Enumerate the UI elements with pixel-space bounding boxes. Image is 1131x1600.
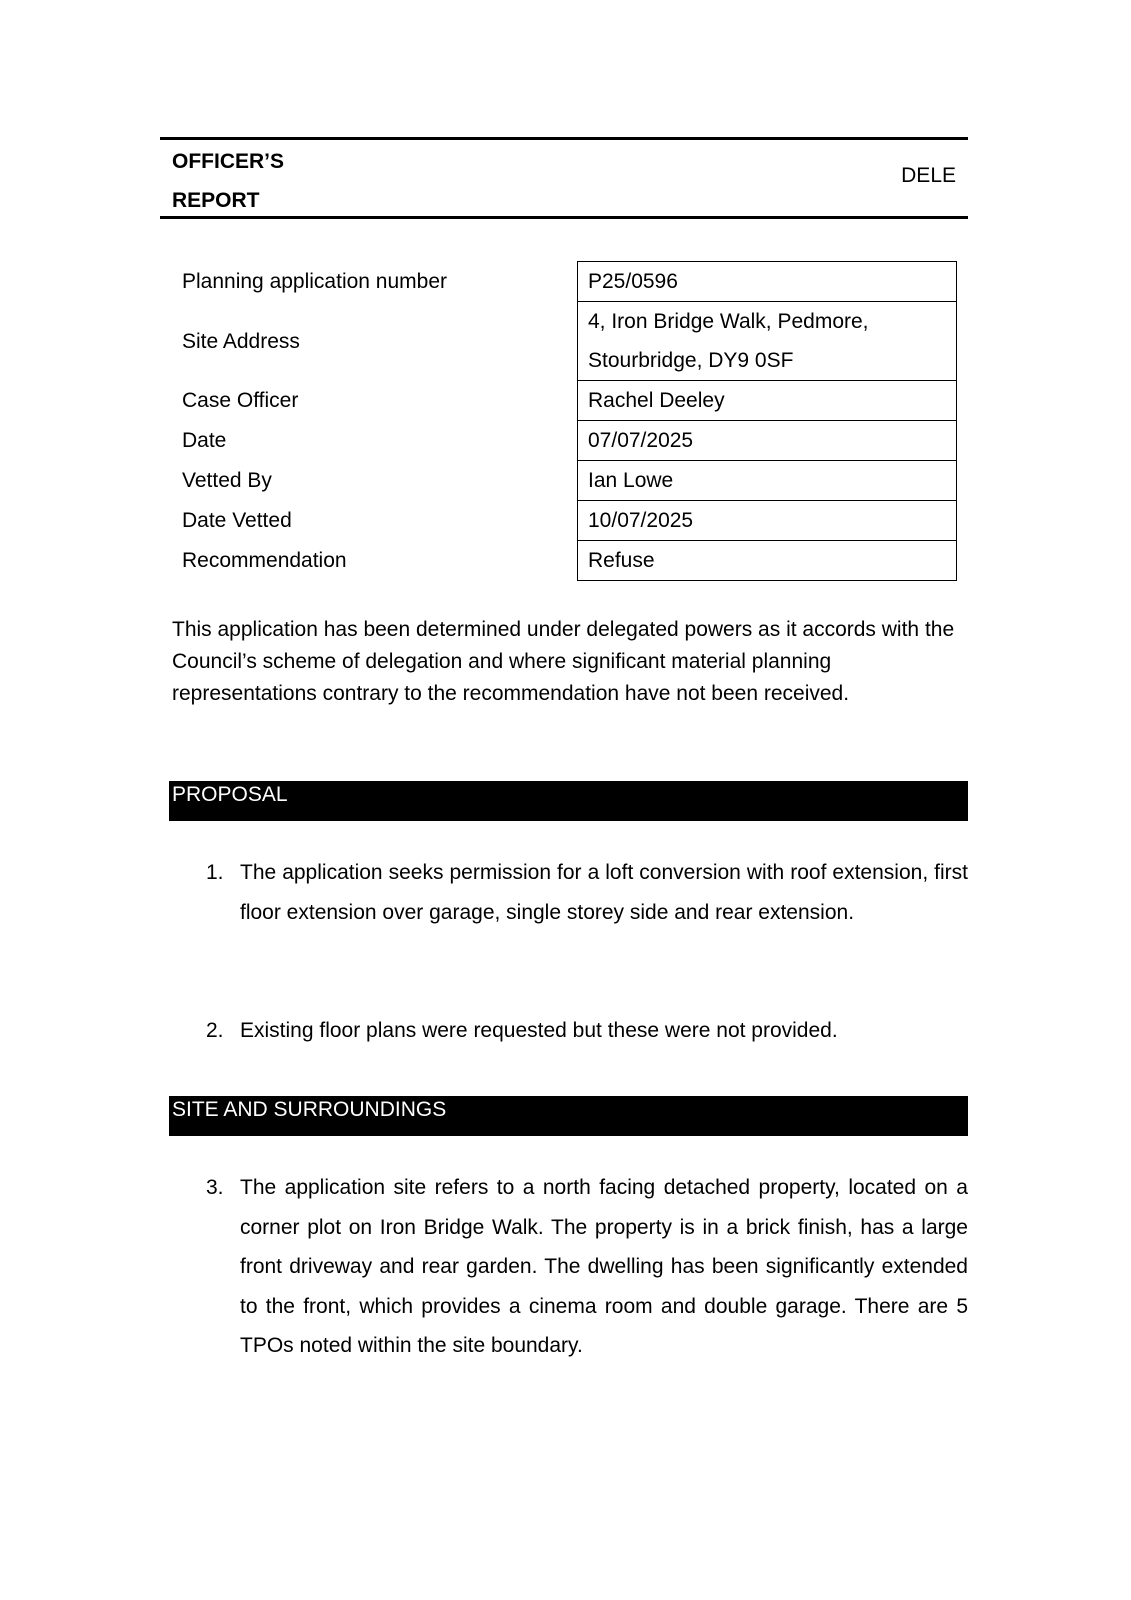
paragraph-text: The application site refers to a north facing detached property, located on a corner plot on Iron Bridge Walk. The property is in a brick finish, has a large front driveway and rear garden. The dwelling has been significantly extended to the front, which provides a cinema room and double garage. There are 5 TPOs noted within the site boundary. [240,1176,968,1357]
section-heading-site-and-surroundings: SITE AND SURROUNDINGS [169,1096,968,1136]
detail-row [170,261,960,302]
paragraph-number: 2. [206,1019,224,1042]
vetted-by-value [577,460,957,501]
delegation-statement: This application has been determined under delegated powers as it accords with the Council’s scheme of delegation and where significant material planning representations contrary to the recommendation have not been received. [172,618,955,705]
paragraph-text: Existing floor plans were requested but these were not provided. [240,1019,838,1042]
detail-value-line: Stourbridge, DY9 0SF [588,349,794,372]
case-officer-value [577,380,957,421]
paragraph-number: 3. [206,1176,224,1199]
detail-label: Recommendation [182,549,347,572]
numbered-paragraph [206,1168,968,1366]
detail-value-line: Rachel Deeley [588,389,725,412]
numbered-paragraph [206,1011,968,1051]
date-value [577,420,957,461]
section-heading-proposal: PROPOSAL [169,781,968,821]
application-details-table [170,261,960,581]
detail-label: Vetted By [182,469,272,492]
detail-row [170,302,960,381]
report-title [172,142,372,220]
paragraph-text: The application seeks permission for a loft conversion with roof extension, first floor extension over garage, single storey side and rear extension. [240,861,968,924]
detail-label: Date Vetted [182,509,292,532]
detail-value-line: Ian Lowe [588,469,674,492]
detail-label: Site Address [182,329,300,353]
report-title-line2: REPORT [172,189,260,212]
recommendation-value [577,540,957,581]
detail-label: Planning application number [182,269,448,293]
date-vetted-value [577,500,957,541]
detail-row [170,421,960,461]
numbered-paragraph [206,853,968,932]
report-header [160,137,968,219]
detail-row [170,381,960,421]
detail-row [170,541,960,581]
detail-row [170,461,960,501]
application-number-value [577,261,957,302]
report-title-line1: OFFICER’S [172,150,285,173]
paragraph-number: 1. [206,861,224,884]
detail-value-line: 07/07/2025 [588,429,694,452]
site-address-value [577,301,957,381]
decision-type: DELE [901,164,956,187]
detail-value-line: Refuse [588,549,655,572]
detail-label: Date [182,429,227,452]
detail-row [170,501,960,541]
detail-value-line: P25/0596 [588,270,678,293]
detail-label: Case Officer [182,389,299,412]
detail-value-line: 10/07/2025 [588,509,694,532]
detail-value-line: 4, Iron Bridge Walk, Pedmore, [588,310,869,333]
